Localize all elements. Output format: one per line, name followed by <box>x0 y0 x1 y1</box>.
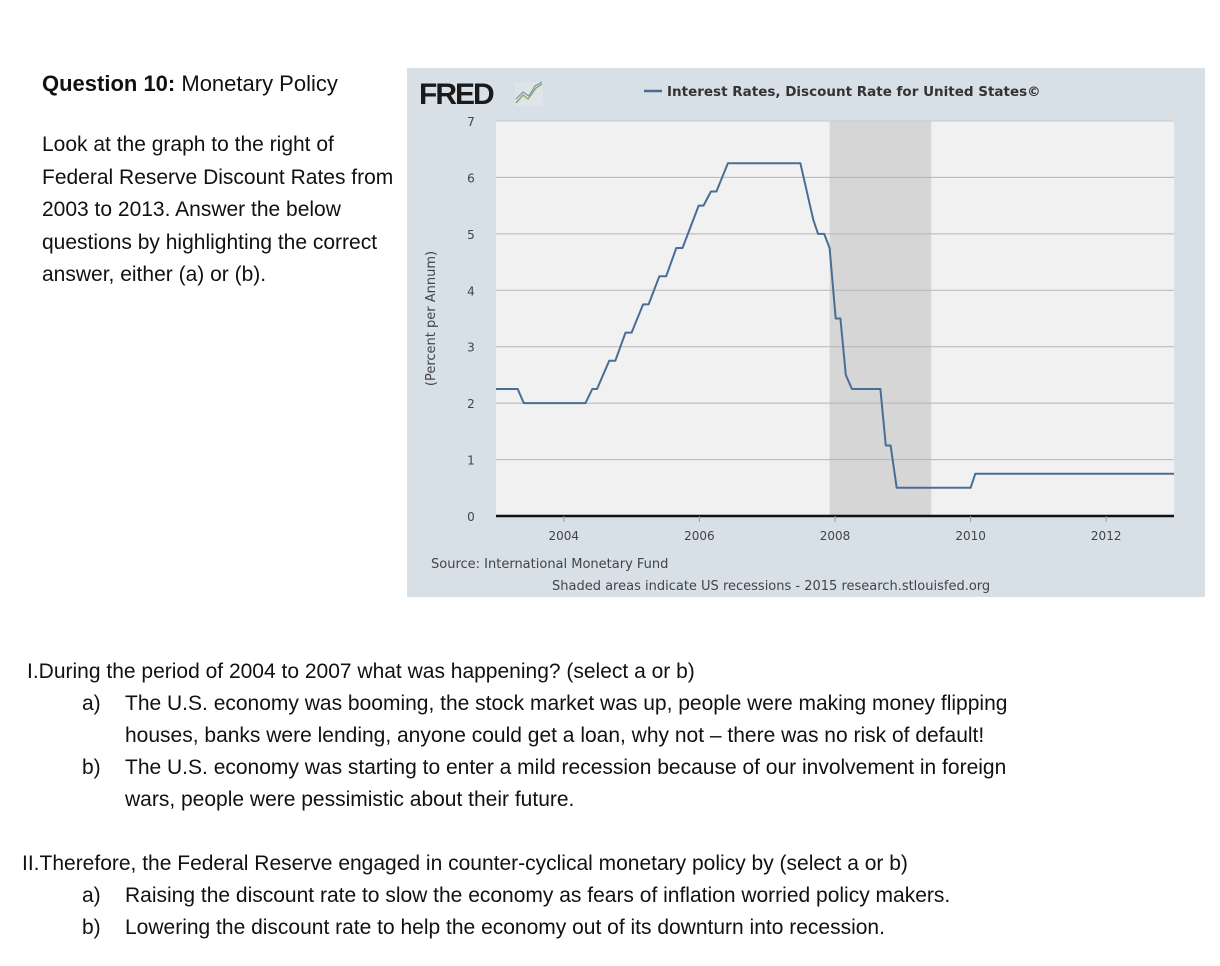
x-tick-label: 2006 <box>684 529 715 543</box>
question-title <box>42 71 338 97</box>
part-2 <box>22 848 950 944</box>
recession-shade <box>830 121 932 516</box>
x-tick-label: 2008 <box>819 529 851 543</box>
y-tick-label: 7 <box>467 115 475 129</box>
y-tick-label: 4 <box>467 284 475 299</box>
option-a-text-2: houses, banks were lending, anyone could get a loan, why not – there was no risk of default! <box>125 724 985 747</box>
part-1-option-a[interactable] <box>82 688 1007 752</box>
option-a-text-1: The U.S. economy was booming, the stock market was up, people were making money flipping <box>125 692 1008 715</box>
chart-svg <box>407 68 1205 597</box>
y-tick-label: 6 <box>467 171 475 186</box>
recession-note: Shaded areas indicate US recessions - 2015 research.stlouisfed.org <box>552 579 991 594</box>
legend-label: Interest Rates, Discount Rate for United States© <box>667 84 1041 100</box>
option-b-text: Lowering the discount rate to help the economy out of its downturn into recession. <box>125 916 885 939</box>
option-b-label: b) <box>82 916 101 939</box>
part-2-option-a[interactable] <box>82 880 950 912</box>
y-tick-label: 5 <box>467 227 475 242</box>
question-intro: Look at the graph to the right of Federal Reserve Discount Rates from 2003 to 2013. Answer the below questions by highlighting the correct answer, either (a) or (b). <box>42 133 394 286</box>
x-tick-label: 2012 <box>1090 529 1122 543</box>
x-tick-label: 2004 <box>548 529 580 543</box>
fred-logo: FRED <box>419 78 493 111</box>
option-b-text-2: wars, people were pessimistic about their future. <box>125 788 575 811</box>
fred-chart <box>407 68 1205 597</box>
option-b-label: b) <box>82 756 101 779</box>
part-2-option-b[interactable] <box>82 912 950 944</box>
part-1-question: I.During the period of 2004 to 2007 what was happening? (select a or b) <box>27 660 695 683</box>
option-a-label: a) <box>82 692 101 715</box>
question-number: Question 10: <box>42 71 176 96</box>
option-a-text: Raising the discount rate to slow the economy as fears of inflation worried policy makers. <box>125 884 951 907</box>
y-tick-label: 2 <box>467 397 475 412</box>
y-tick-label: 3 <box>467 340 475 355</box>
question-topic: Monetary Policy <box>175 71 338 96</box>
y-tick-label: 0 <box>467 510 475 524</box>
source-label: Source: International Monetary Fund <box>431 557 669 572</box>
y-tick-label: 1 <box>467 453 475 468</box>
part-1 <box>27 656 1007 816</box>
part-1-option-b[interactable] <box>82 752 1007 816</box>
option-a-label: a) <box>82 884 101 907</box>
x-tick-label: 2010 <box>955 529 986 543</box>
part-2-question: II.Therefore, the Federal Reserve engaged in counter-cyclical monetary policy by (select a or b) <box>22 852 908 875</box>
y-axis-label: (Percent per Annum) <box>424 250 439 387</box>
option-b-text-1: The U.S. economy was starting to enter a mild recession because of our involvement in foreign <box>125 756 1007 779</box>
